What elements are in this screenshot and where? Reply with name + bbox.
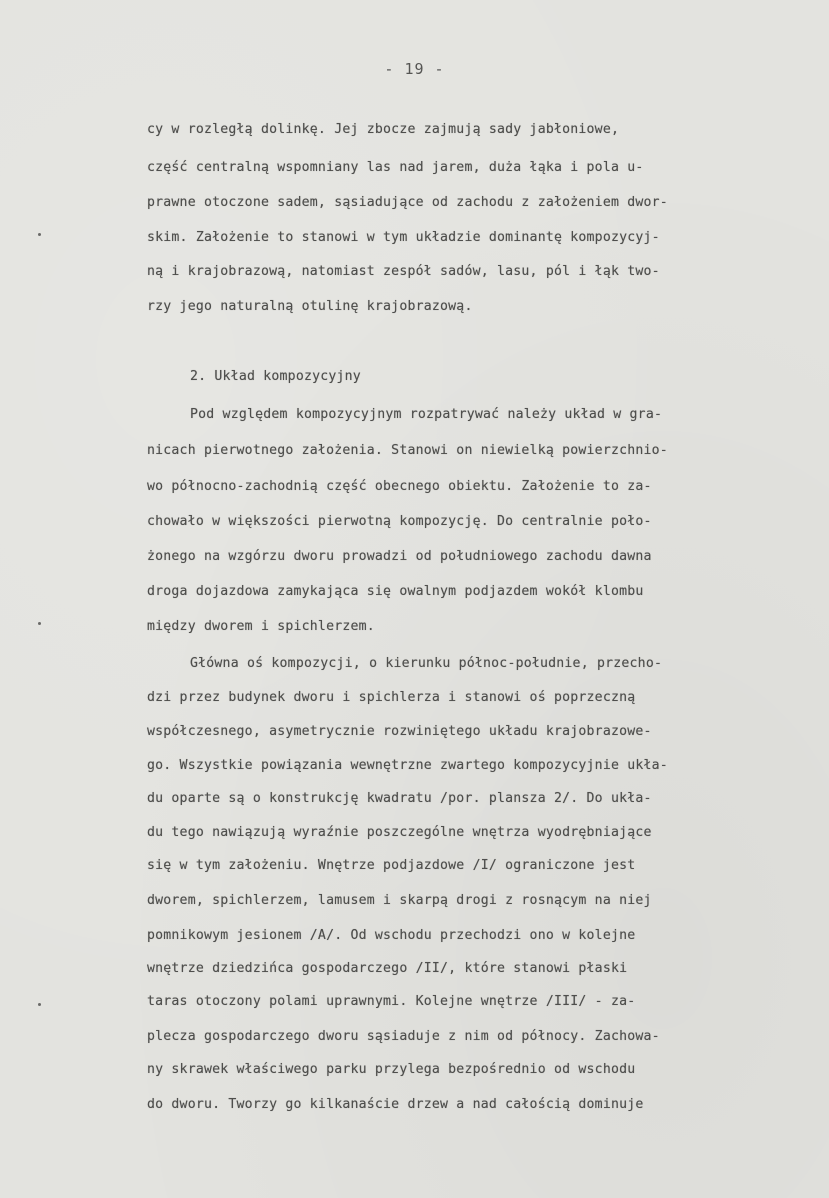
paragraph-3-line: się w tym założeniu. Wnętrze podjazdowe /I/ ograniczone jest <box>147 858 636 873</box>
paragraph-1-line: ną i krajobrazową, natomiast zespół sadów, lasu, pól i łąk two- <box>147 264 660 279</box>
paragraph-2-line: Pod względem kompozycyjnym rozpatrywać należy układ w gra- <box>190 407 663 422</box>
margin-speck <box>38 233 41 236</box>
paragraph-3-line: dworem, spichlerzem, lamusem i skarpą drogi z rosnącym na niej <box>147 893 652 908</box>
section-heading: 2. Układ kompozycyjny <box>190 369 361 384</box>
paragraph-3-line: ny skrawek właściwego parku przylega bezpośrednio od wschodu <box>147 1062 636 1077</box>
paragraph-1-line: skim. Założenie to stanowi w tym układzie dominantę kompozycyj- <box>147 230 660 245</box>
margin-speck <box>38 622 41 625</box>
paragraph-1-line: cy w rozległą dolinkę. Jej zbocze zajmują sady jabłoniowe, <box>147 122 620 137</box>
paragraph-3-line: du oparte są o konstrukcję kwadratu /por. plansza 2/. Do ukła- <box>147 791 652 806</box>
paragraph-2-line: droga dojazdowa zamykająca się owalnym podjazdem wokół klombu <box>147 584 644 599</box>
paragraph-3-line: dzi przez budynek dworu i spichlerza i stanowi oś poprzeczną <box>147 690 636 705</box>
paragraph-2-line: żonego na wzgórzu dworu prowadzi od południowego zachodu dawna <box>147 549 652 564</box>
paragraph-3-line: wnętrze dziedzińca gospodarczego /II/, które stanowi płaski <box>147 961 628 976</box>
page-number: - 19 - <box>384 60 445 78</box>
paragraph-3-line: plecza gospodarczego dworu sąsiaduje z nim od północy. Zachowa- <box>147 1029 660 1044</box>
paragraph-2-line: chowało w większości pierwotną kompozycję. Do centralnie poło- <box>147 514 652 529</box>
paragraph-3-line: go. Wszystkie powiązania wewnętrzne zwartego kompozycyjnie ukła- <box>147 758 668 773</box>
paragraph-1-line: część centralną wspomniany las nad jarem, duża łąka i pola u- <box>147 160 644 175</box>
paragraph-3-line: do dworu. Tworzy go kilkanaście drzew a nad całością dominuje <box>147 1097 644 1112</box>
paragraph-2-line: nicach pierwotnego założenia. Stanowi on niewielką powierzchnio- <box>147 443 668 458</box>
paragraph-2-line: wo północno-zachodnią część obecnego obiektu. Założenie to za- <box>147 479 652 494</box>
margin-speck <box>38 1003 41 1006</box>
paragraph-3-line: du tego nawiązują wyraźnie poszczególne wnętrza wyodrębniające <box>147 825 652 840</box>
paragraph-1-line: rzy jego naturalną otulinę krajobrazową. <box>147 299 473 314</box>
paragraph-2-line: między dworem i spichlerzem. <box>147 619 375 634</box>
paragraph-3-line: taras otoczony polami uprawnymi. Kolejne wnętrze /III/ - za- <box>147 994 636 1009</box>
paragraph-3-line: współczesnego, asymetrycznie rozwiniętego układu krajobrazowe- <box>147 724 652 739</box>
paragraph-3-line: pomnikowym jesionem /A/. Od wschodu przechodzi ono w kolejne <box>147 928 636 943</box>
paragraph-1-line: prawne otoczone sadem, sąsiadujące od zachodu z założeniem dwor- <box>147 195 668 210</box>
paragraph-3-line: Główna oś kompozycji, o kierunku północ-południe, przecho- <box>190 656 663 671</box>
